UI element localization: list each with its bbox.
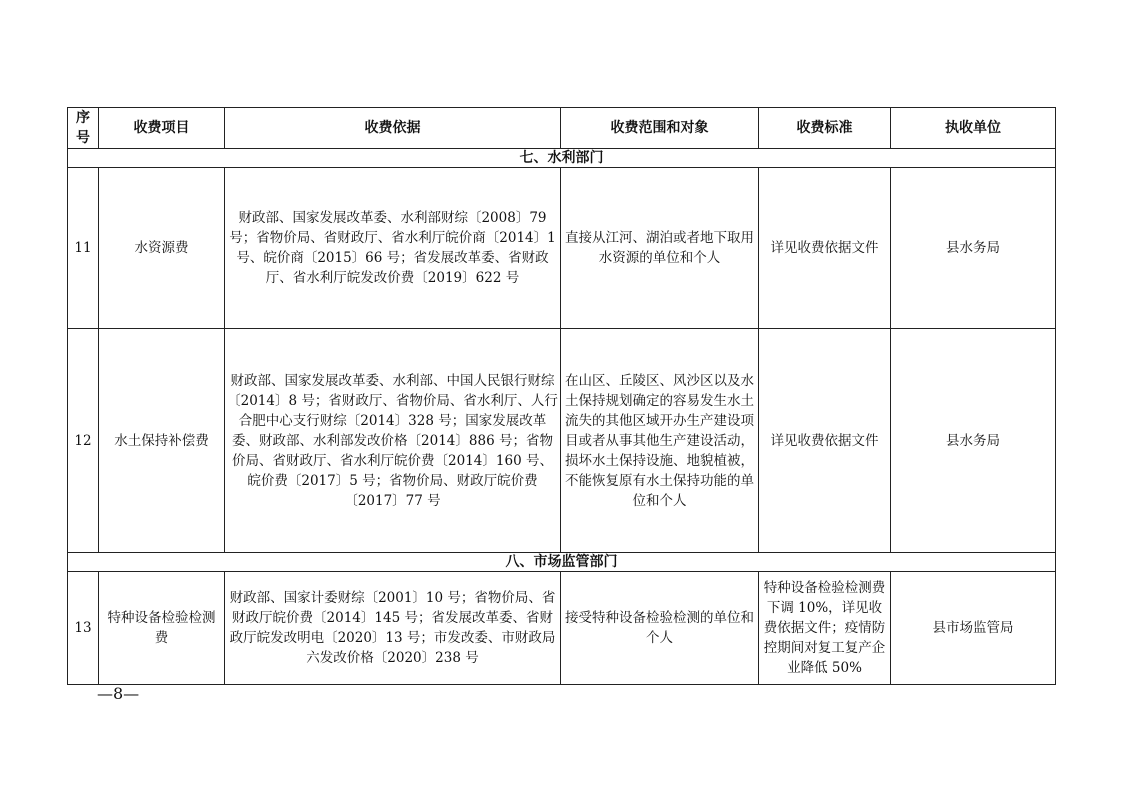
header-seq: 序号 <box>68 108 99 149</box>
row-unit: 县市场监管局 <box>891 572 1056 685</box>
header-scope: 收费范围和对象 <box>561 108 759 149</box>
row-seq: 13 <box>68 572 99 685</box>
row-seq: 12 <box>68 329 99 553</box>
row-unit: 县水务局 <box>891 168 1056 329</box>
row-scope: 在山区、丘陵区、风沙区以及水土保持规划确定的容易发生水土流失的其他区域开办生产建设项目或者从事其他生产建设活动，损坏水土保持设施、地貌植被，不能恢复原有水土保持功能的单位和个人 <box>561 329 759 553</box>
section-title-water: 七、水利部门 <box>68 149 1056 168</box>
row-standard: 详见收费依据文件 <box>759 168 891 329</box>
header-standard: 收费标准 <box>759 108 891 149</box>
row-item: 特种设备检验检测费 <box>99 572 225 685</box>
section-title-market: 八、市场监管部门 <box>68 553 1056 572</box>
row-seq: 11 <box>68 168 99 329</box>
row-scope: 接受特种设备检验检测的单位和个人 <box>561 572 759 685</box>
row-unit: 县水务局 <box>891 329 1056 553</box>
section-row-water <box>68 149 1056 168</box>
row-standard: 详见收费依据文件 <box>759 329 891 553</box>
header-basis: 收费依据 <box>225 108 561 149</box>
header-item: 收费项目 <box>99 108 225 149</box>
table-row <box>68 329 1056 553</box>
row-basis: 财政部、国家发展改革委、水利部财综〔2008〕79 号；省物价局、省财政厅、省水利厅皖价商〔2014〕1 号、皖价商〔2015〕66 号；省发展改革委、省财政厅、省水利厅皖发改价费〔2019〕622 号 <box>225 168 561 329</box>
fee-table <box>67 107 1056 685</box>
row-basis: 财政部、国家发展改革委、水利部、中国人民银行财综〔2014〕8 号；省财政厅、省物价局、省水利厅、人行合肥中心支行财综〔2014〕328 号；国家发展改革委、财政部、水利部发改价格〔2014〕886 号；省物价局、省财政厅、省水利厅皖价费〔2014〕160 号、皖价费〔2017〕5 号；省物价局、财政厅皖价费〔2017〕77 号 <box>225 329 561 553</box>
page-number: —8— <box>97 684 140 703</box>
row-standard: 特种设备检验检测费下调 10%，详见收费依据文件；疫情防控期间对复工复产企业降低 50% <box>759 572 891 685</box>
row-item: 水资源费 <box>99 168 225 329</box>
header-row <box>68 108 1056 149</box>
row-item: 水土保持补偿费 <box>99 329 225 553</box>
row-scope: 直接从江河、湖泊或者地下取用水资源的单位和个人 <box>561 168 759 329</box>
row-basis: 财政部、国家计委财综〔2001〕10 号；省物价局、省财政厅皖价费〔2014〕145 号；省发展改革委、省财政厅皖发改明电〔2020〕13 号；市发改委、市财政局六发改价格〔2020〕238 号 <box>225 572 561 685</box>
section-row-market <box>68 553 1056 572</box>
table-row <box>68 572 1056 685</box>
table-row <box>68 168 1056 329</box>
header-unit: 执收单位 <box>891 108 1056 149</box>
